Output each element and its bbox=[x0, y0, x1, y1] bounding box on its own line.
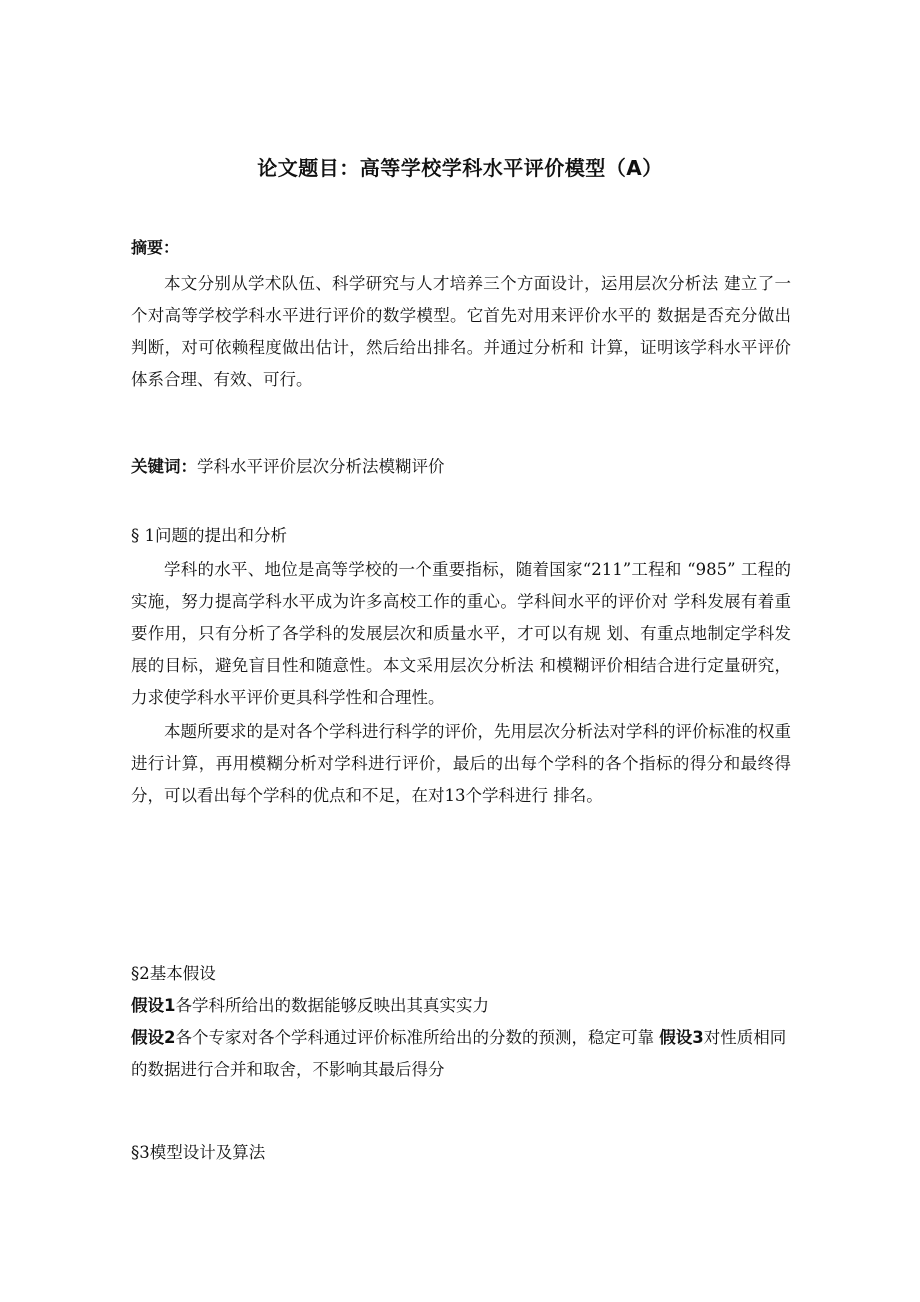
keywords-line bbox=[131, 451, 791, 483]
abstract-heading: 摘要： bbox=[131, 238, 180, 257]
assumption-text: 各个专家对各个学科通过评价标准所给出的分数的预测，稳定可靠 bbox=[175, 1028, 660, 1047]
assumption-text: 对性质相同的数据进行合并和取舍，不影响其最后得分 bbox=[131, 1028, 787, 1079]
section1-paragraph: 学科的水平、地位是高等学校的一个重要指标，随着国家“211”工程和 “985” 工程的实施，努力提高学科水平成为许多高校工作的重心。学科间水平的评价对 学科发展有着重要作用，只有分析了各学科的发展层次和质量水平，才可以有规 划、有重点地制定学科发展的目标，避免盲目性和随意性。本文采用层次分析法 和模糊评价相结合进行定量研究，力求使学科水平评价更具科学性和合理性。 bbox=[131, 560, 791, 707]
assumption-label: 假设1 bbox=[131, 996, 176, 1015]
section1-heading: § 1问题的提出和分析 bbox=[131, 526, 287, 545]
abstract-body bbox=[131, 268, 791, 396]
section2-heading: §2基本假设 bbox=[131, 964, 216, 983]
abstract-paragraph: 本文分别从学术队伍、科学研究与人才培养三个方面设计，运用层次分析法 建立了一个对高等学校学科水平进行评价的数学模型。它首先对用来评价水平的 数据是否充分做出判断，对可依赖程度做出估计，然后给出排名。并通过分析和 计算，证明该学科水平评价体系合理、有效、可行。 bbox=[131, 274, 791, 389]
section3-heading: §3模型设计及算法 bbox=[131, 1143, 266, 1162]
assumptions-block bbox=[131, 990, 791, 1086]
keywords-value: 学科水平评价层次分析法模糊评价 bbox=[197, 457, 445, 476]
section1-body bbox=[131, 554, 791, 812]
assumption-label: 假设2 bbox=[131, 1028, 176, 1047]
assumption-label: 假设3 bbox=[659, 1028, 704, 1047]
keywords-label: 关键词： bbox=[131, 457, 197, 476]
assumption-line bbox=[131, 990, 791, 1022]
paper-title: 论文题目：高等学校学科水平评价模型（A） bbox=[257, 156, 663, 180]
assumption-line bbox=[131, 1022, 791, 1086]
assumption-text: 各学科所给出的数据能够反映出其真实实力 bbox=[175, 996, 489, 1015]
section1-paragraph: 本题所要求的是对各个学科进行科学的评价，先用层次分析法对学科的评价标准的权重进行计算，再用模糊分析对学科进行评价，最后的出每个学科的各个指标的得分和最终得分，可以看出每个学科的优点和不足，在对13个学科进行 排名。 bbox=[131, 722, 791, 805]
